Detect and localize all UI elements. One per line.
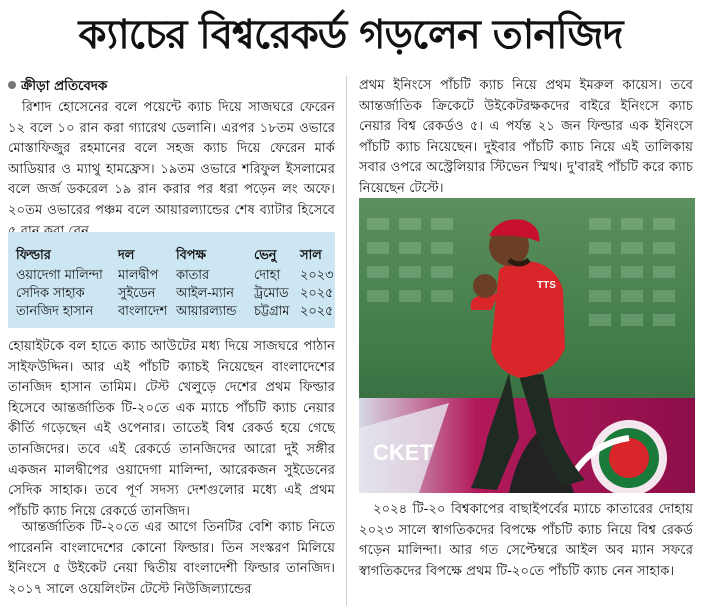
table-cell: বাংলাদেশ: [118, 304, 168, 319]
table-cell: সেদিক সাহাক: [16, 286, 85, 301]
table-cell: তানজিদ হাসান: [16, 304, 94, 319]
table-cell: আইল-ম্যান: [176, 286, 234, 301]
byline-text: ক্রীড়া প্রতিবেদক: [21, 79, 108, 94]
records-table-box: [8, 232, 335, 328]
table-row: [8, 303, 335, 321]
table-row: [8, 267, 335, 285]
byline: [8, 78, 107, 96]
table-cell: সুইডেন: [118, 286, 156, 301]
jersey-text: TTS: [537, 280, 556, 291]
table-header-opponent: বিপক্ষ: [176, 248, 206, 263]
photo-caption: [359, 500, 693, 610]
table-cell: মালদ্বীপ: [118, 268, 159, 283]
headline: ক্যাচের বিশ্বরেকর্ড গড়লেন তানজিদ: [78, 12, 623, 58]
paragraph-1-text: রিশাদ হোসেনের বলে পয়েন্টে ক্যাচ দিয়ে সাজঘরে ফেরেন ১২ বলে ১০ রান করা গ্যারেথ ডেলানি। এরপর ১৮তম ওভারে মোস্তাফিজুর রহমানের বলে সহজ ক্যাচ দিয়ে ফেরেন মার্ক আডিয়ার ও ম্যাথু হামফ্রেস। ১৯তম ওভারে শরিফুল ইসলামের বলে জর্জ ডকরেল ১৯ রান করার পর ধরা পড়েন লং অফে। ২০তম ওভারের পঞ্চম বলে আয়ারল্যান্ডের শেষ ব্যাটার হিসেবে: [8, 100, 335, 218]
player-photo: [359, 198, 695, 493]
table-row: [8, 285, 335, 303]
article-paragraph-4: প্রথম ইনিংসে পাঁচটি ক্যাচ নিয়ে প্রথম ইমরুল কায়েস। তবে আন্তর্জাতিক ক্রিকেটে উইকেটরক্ষকদের বাইরে ইনিংসে ক্যাচ নেয়ার বিশ্ব রেকর্ডও ৫। এ পর্যন্ত ২১ জন ফিল্ডার এক ইনিংসে পাঁচটি ক্যাচ নিয়েছেন। দুইবার পাঁচটি ক্যাচ নিয়ে এই তালিকায় সবার ওপরে অস্ট্রেলিয়ার স্টিভেন স্মিথ। দু'বারই পাঁচটি করে ক্যাচ নিয়েছেন টেস্টে।: [359, 78, 693, 196]
table-header-row: [8, 232, 335, 267]
table-cell: চট্টগ্রাম: [254, 304, 290, 319]
table-cell: কাতার: [176, 268, 210, 283]
table-header-fielder: ফিল্ডার: [16, 248, 51, 263]
banner-text: CKET: [373, 440, 433, 465]
article-paragraph-2: হোয়াইটকে বল হাতে ক্যাচ আউটের মধ্য দিয়ে সাজঘরে পাঠান সাইফউদ্দিন। আর এই পাঁচটি ক্যাচই নিয়েছেন বাংলাদেশের তানজিদ হাসান তামিম। টেস্ট খেলুড়ে দেশের প্রথম ফিল্ডার হিসেবে আন্তর্জাতিক টি-২০তে এক ম্যাচে পাঁচটি ক্যাচ নেয়ার কীর্তি গড়েছেন এই ওপেনার। তাতেই বিশ্ব রেকর্ড হয়ে গেছে তানজিদের। তবে এই রেকর্ডে তানজিদের আরো দুই সঙ্গীর একজন মালদ্বীপের ওয়াদেগা মালিন্দা, আরেকজন সুইডেনের সেদিক সাহাক। তবে পূর্ণ সদস্য দেশগুলোর মধ্যে এই প্রথম পাঁচটি ক্যাচ নিয়ে রেকর্ডে তানজিদ।: [8, 339, 335, 519]
paragraph-3-text: আন্তর্জাতিক টি-২০তে এর আগে তিনটির বেশি ক্যাচ নিতে পারেননি বাংলাদেশের কোনো ফিল্ডার। তিন সংস্করণ মিলিয়ে ইনিংসে ৫ উইকেট নেয়া দ্বিতীয় বাংলাদেশী ফিল্ডার তানজিদ। ২০১৭ সালে ওয়েলিংটন টেস্টে নিউজিল্যান্ডের: [8, 520, 335, 597]
table-cell: ২০২৫: [300, 286, 334, 301]
records-table: [8, 232, 335, 321]
bullet-icon: [8, 81, 16, 89]
table-header-team: দল: [118, 248, 135, 263]
table-cell: ২০২৩: [300, 268, 334, 283]
photo-caption-text: ২০২৪ টি-২০ বিশ্বকাপের বাছাইপর্বের ম্যাচে কাতারের দোহায় ২০২৩ সালে স্বাগতিকদের বিপক্ষে পাঁচটি ক্যাচ নিয়ে বিশ্ব রেকর্ড গড়েন মালিন্দা। আর গত সেপ্টেম্বরে আইল অব ম্যান সফরে স্বাগতিকদের বিপক্ষে প্রথম টি-২০তে পাঁচটি ক্যাচ নেন সাহাক।: [359, 502, 693, 579]
column-divider: [346, 76, 347, 606]
table-cell: ট্রমোড: [254, 286, 289, 301]
table-cell: ২০২৫: [300, 304, 334, 319]
table-cell: দোহা: [254, 268, 281, 283]
table-header-venue: ভেনু: [254, 248, 277, 263]
article-paragraph-3: [8, 518, 335, 610]
player-photo-illustration: [359, 198, 695, 493]
article-paragraph-1: [8, 98, 335, 229]
table-header-year: সাল: [300, 248, 322, 263]
table-cell: আয়ারল্যান্ড: [176, 304, 237, 319]
table-cell: ওয়াদেগা মালিন্দা: [16, 268, 103, 283]
